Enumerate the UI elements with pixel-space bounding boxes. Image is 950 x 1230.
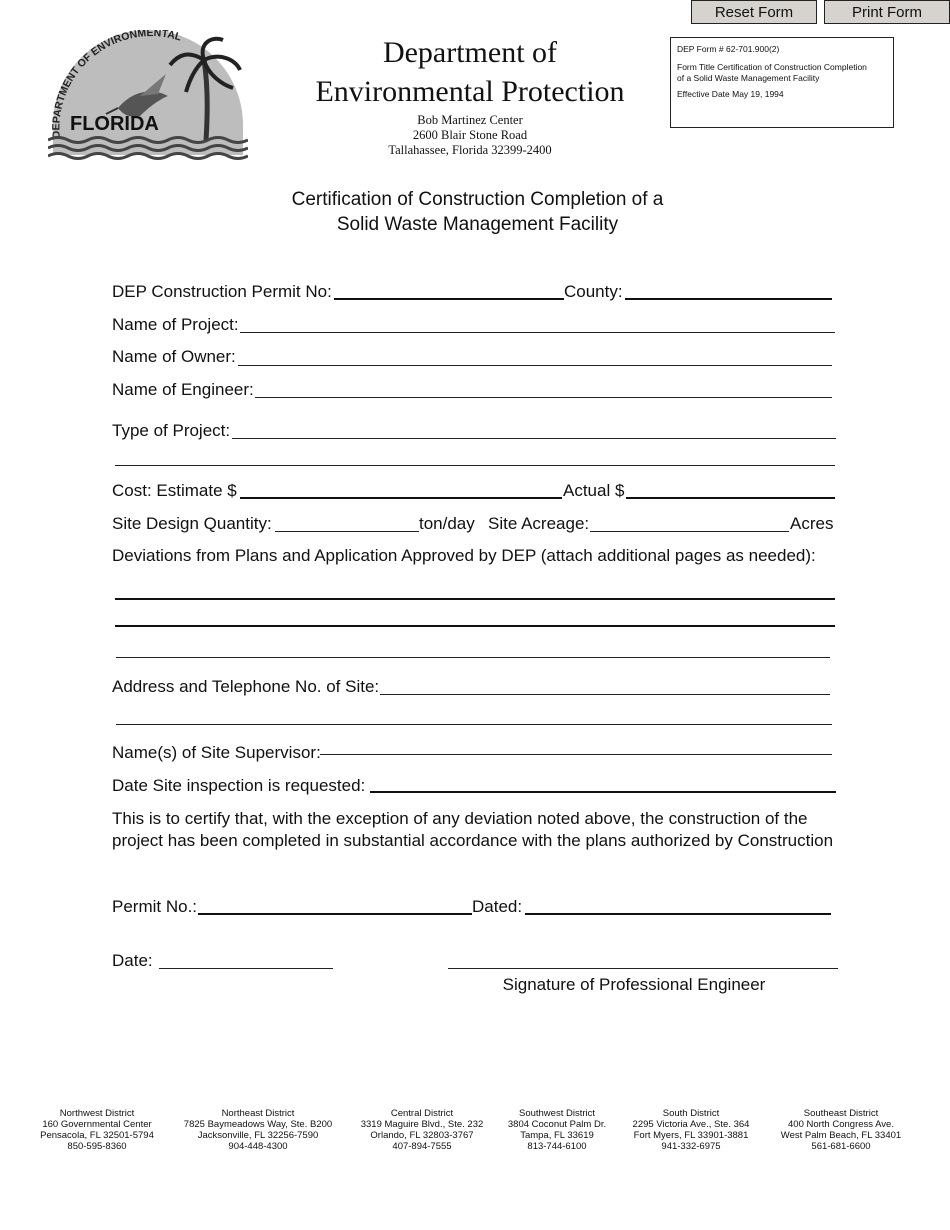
cost-actual-label: Actual $	[563, 481, 625, 500]
district-city: Jacksonville, FL 32256-7590	[197, 1130, 319, 1141]
site-acreage-unit: Acres	[790, 514, 834, 533]
engineer-name-label: Name of Engineer:	[112, 380, 254, 399]
document-title-line1: Certification of Construction Completion of a	[291, 189, 664, 210]
signature-label: Signature of Professional Engineer	[502, 975, 766, 994]
project-name-label: Name of Project:	[112, 315, 239, 334]
cost-actual-field[interactable]	[626, 497, 835, 499]
header-address-line1: Bob Martinez Center	[417, 113, 523, 127]
owner-name-field[interactable]	[238, 365, 832, 366]
project-name-field[interactable]	[240, 332, 835, 333]
county-label: County:	[564, 282, 623, 301]
permit-no-field[interactable]	[334, 298, 564, 300]
cert-permit-no-label: Permit No.:	[112, 897, 198, 916]
engineer-name-field[interactable]	[255, 397, 832, 398]
district-central	[352, 1108, 492, 1152]
district-phone: 813-744-6100	[527, 1141, 587, 1152]
deviations-label: Deviations from Plans and Application Approved by DEP (attach additional pages as needed):	[112, 546, 816, 565]
address-phone-field[interactable]	[380, 694, 830, 695]
district-phone: 904-448-4300	[228, 1141, 288, 1152]
owner-name-label: Name of Owner:	[112, 347, 236, 366]
design-quantity-label: Site Design Quantity:	[112, 514, 272, 533]
deviations-field-1[interactable]	[115, 598, 835, 600]
header-address-line2: 2600 Blair Stone Road	[412, 128, 528, 142]
deviations-field-3[interactable]	[116, 657, 830, 658]
district-phone: 561-681-6600	[811, 1141, 871, 1152]
inspection-date-field[interactable]	[370, 791, 836, 793]
form-title-line2: of a Solid Waste Management Facility	[677, 73, 820, 83]
district-city: West Palm Beach, FL 33401	[780, 1130, 902, 1141]
dated-field[interactable]	[525, 913, 831, 915]
district-northeast	[178, 1108, 338, 1152]
certification-text: This is to certify that, with the exception of any deviation noted above, the construction of the project has been completed in substantial accordance with the plans authorized by Construction	[112, 809, 834, 850]
cert-permit-no-field[interactable]	[198, 913, 472, 915]
district-name: South District	[662, 1108, 720, 1119]
form-effective-date: Effective Date May 19, 1994	[677, 89, 784, 99]
district-phone: 407-894-7555	[392, 1141, 452, 1152]
reset-form-button[interactable]: Reset Form	[691, 0, 817, 24]
district-city: Orlando, FL 32803-3767	[370, 1130, 474, 1141]
district-city: Fort Myers, FL 33901-3881	[633, 1130, 749, 1141]
inspection-date-label: Date Site inspection is requested:	[112, 776, 366, 795]
district-name: Northwest District	[59, 1108, 135, 1119]
form-info-box	[670, 37, 894, 128]
district-city: Pensacola, FL 32501-5794	[40, 1130, 154, 1141]
district-south	[622, 1108, 760, 1152]
deviations-field-2[interactable]	[115, 625, 835, 627]
supervisors-field[interactable]	[320, 754, 832, 755]
dep-florida-logo	[48, 30, 248, 165]
form-title-line1: Form Title Certification of Construction Completion	[677, 62, 867, 72]
district-name: Southwest District	[518, 1108, 596, 1119]
permit-no-label: DEP Construction Permit No:	[112, 282, 332, 301]
signature-field[interactable]	[448, 968, 838, 969]
print-form-button[interactable]: Print Form	[824, 0, 950, 24]
logo-arc-text: DEPARTMENT OF ENVIRONMENTAL	[50, 30, 183, 139]
dated-label: Dated:	[472, 897, 523, 916]
district-phone: 941-332-6975	[661, 1141, 721, 1152]
date-field[interactable]	[159, 968, 333, 969]
form-number: DEP Form # 62-701.900(2)	[677, 44, 780, 54]
district-name: Southeast District	[803, 1108, 879, 1119]
site-acreage-field[interactable]	[590, 531, 789, 532]
district-southeast	[770, 1108, 912, 1152]
project-type-label: Type of Project:	[112, 421, 231, 440]
header-title-line2: Environmental Protection	[315, 75, 625, 108]
district-phone: 850-595-8360	[67, 1141, 127, 1152]
district-name: Northeast District	[221, 1108, 295, 1119]
cost-estimate-label: Cost: Estimate $	[112, 481, 237, 500]
county-field[interactable]	[625, 298, 832, 300]
district-name: Central District	[390, 1108, 454, 1119]
district-southwest	[498, 1108, 616, 1152]
document-title-line2: Solid Waste Management Facility	[336, 214, 619, 235]
header-title-line1: Department of	[382, 36, 558, 69]
header-address-line3: Tallahassee, Florida 32399-2400	[388, 143, 552, 157]
dep-seal-icon	[48, 30, 248, 165]
logo-state-text: FLORIDA	[70, 113, 159, 135]
district-address: 3804 Coconut Palm Dr.	[507, 1119, 607, 1130]
district-address: 160 Governmental Center	[42, 1119, 152, 1130]
design-quantity-field[interactable]	[275, 531, 419, 532]
district-address: 400 North Congress Ave.	[788, 1119, 894, 1130]
design-quantity-unit: ton/day	[419, 514, 475, 533]
project-type-field[interactable]	[232, 438, 836, 439]
address-phone-field-2[interactable]	[116, 724, 832, 725]
district-address: 3319 Maguire Blvd., Ste. 232	[360, 1119, 484, 1130]
district-address: 7825 Baymeadows Way, Ste. B200	[183, 1119, 333, 1130]
address-phone-label: Address and Telephone No. of Site:	[112, 677, 380, 696]
supervisors-label: Name(s) of Site Supervisor:	[112, 743, 321, 762]
district-northwest	[22, 1108, 172, 1152]
district-city: Tampa, FL 33619	[520, 1130, 594, 1141]
district-address: 2295 Victoria Ave., Ste. 364	[632, 1119, 750, 1130]
site-acreage-label: Site Acreage:	[488, 514, 590, 533]
date-label: Date:	[112, 951, 153, 970]
project-type-field-2[interactable]	[115, 465, 835, 466]
cost-estimate-field[interactable]	[240, 497, 562, 499]
